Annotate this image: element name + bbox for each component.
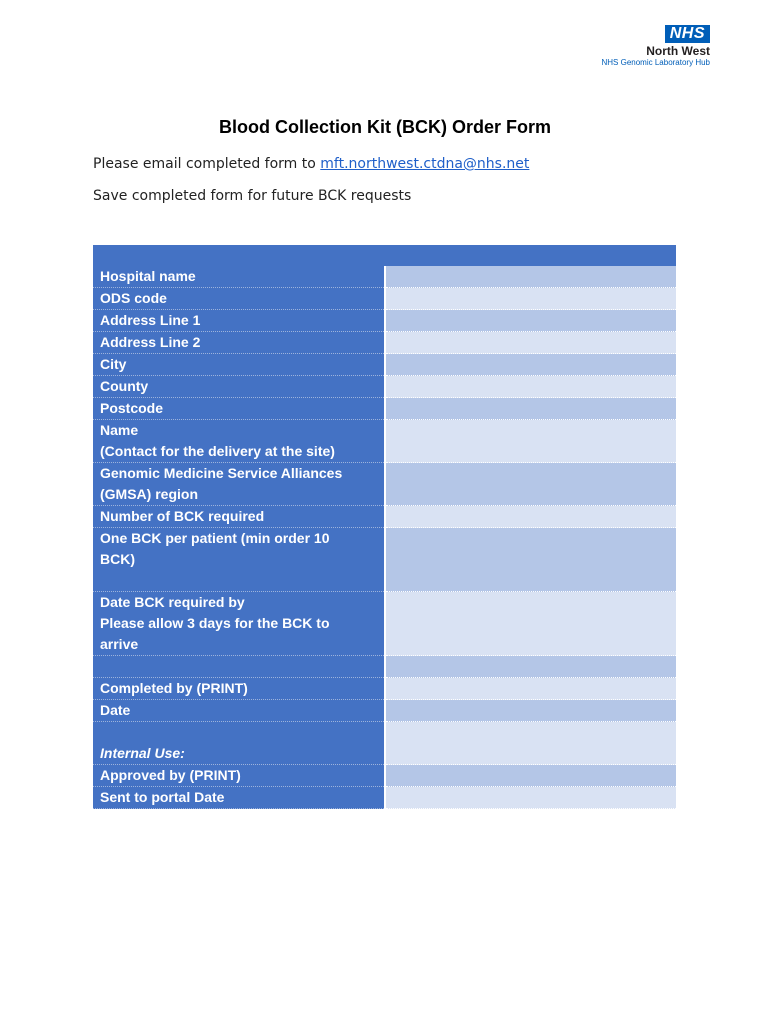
field-input[interactable] <box>385 288 677 310</box>
field-label <box>93 592 385 656</box>
field-label <box>93 506 385 528</box>
form-row <box>93 376 676 398</box>
field-label <box>93 528 385 592</box>
field-label <box>93 376 385 398</box>
field-label-line: Completed by (PRINT) <box>100 680 248 696</box>
form-row <box>93 288 676 310</box>
field-label-line: (GMSA) region <box>100 486 198 502</box>
field-label-line: Date <box>100 702 131 718</box>
field-input[interactable] <box>385 310 677 332</box>
field-label <box>93 722 385 765</box>
field-input[interactable] <box>385 463 677 506</box>
field-input[interactable] <box>385 354 677 376</box>
field-input[interactable] <box>385 266 677 288</box>
form-row <box>93 463 676 506</box>
field-input[interactable] <box>385 398 677 420</box>
field-input[interactable] <box>385 592 677 656</box>
field-input[interactable] <box>385 420 677 463</box>
logo-subtitle: NHS Genomic Laboratory Hub <box>601 58 710 67</box>
form-row <box>93 700 676 722</box>
email-instruction-text: Please email completed form to <box>93 156 321 172</box>
form-row <box>93 354 676 376</box>
field-label-line <box>100 722 377 743</box>
field-label-line: BCK) <box>100 551 135 567</box>
field-label-line: One BCK per patient (min order 10 <box>100 530 330 546</box>
field-label <box>93 266 385 288</box>
form-header-row <box>93 245 676 266</box>
field-label <box>93 765 385 787</box>
email-link[interactable]: mft.northwest.ctdna@nhs.net <box>320 156 530 172</box>
form-row <box>93 332 676 354</box>
form-row <box>93 528 676 592</box>
field-label-line: Date BCK required by <box>100 594 245 610</box>
nhs-logo <box>560 23 710 68</box>
field-label <box>93 354 385 376</box>
field-label-line: Please allow 3 days for the BCK to <box>100 615 330 631</box>
form-row <box>93 765 676 787</box>
form-row <box>93 266 676 288</box>
field-label <box>93 656 385 678</box>
field-label-line: Internal Use: <box>100 745 185 761</box>
field-label-line: (Contact for the delivery at the site) <box>100 443 335 459</box>
form-row <box>93 398 676 420</box>
form-row <box>93 420 676 463</box>
field-label-line: Postcode <box>100 400 164 416</box>
form-row <box>93 506 676 528</box>
field-input[interactable] <box>385 678 677 700</box>
field-input[interactable] <box>385 332 677 354</box>
field-label-line: Address Line 2 <box>100 334 201 350</box>
field-label-line: City <box>100 356 127 372</box>
field-label-line: Address Line 1 <box>100 312 201 328</box>
field-label-line <box>100 656 377 677</box>
email-instruction <box>93 156 529 172</box>
field-label-line: Sent to portal Date <box>100 789 225 805</box>
field-input[interactable] <box>385 656 677 678</box>
field-label <box>93 678 385 700</box>
field-label-line: Number of BCK required <box>100 508 265 524</box>
field-input[interactable] <box>385 528 677 592</box>
field-label <box>93 288 385 310</box>
field-label-line: Approved by (PRINT) <box>100 767 241 783</box>
page-title: Blood Collection Kit (BCK) Order Form <box>219 117 551 137</box>
field-input[interactable] <box>385 722 677 765</box>
field-label <box>93 787 385 809</box>
field-label-line: County <box>100 378 149 394</box>
logo-region: North West <box>646 44 710 58</box>
form-row <box>93 656 676 678</box>
field-input[interactable] <box>385 787 677 809</box>
form-header-cell <box>93 245 676 266</box>
field-label <box>93 420 385 463</box>
form-row <box>93 678 676 700</box>
field-label-line: ODS code <box>100 290 167 306</box>
form-row <box>93 310 676 332</box>
field-label-line <box>100 570 377 591</box>
order-form-table <box>93 245 676 809</box>
field-label-line: arrive <box>100 636 139 652</box>
field-label <box>93 700 385 722</box>
field-input[interactable] <box>385 765 677 787</box>
form-row <box>93 592 676 656</box>
form-row <box>93 787 676 809</box>
field-label-line: Genomic Medicine Service Alliances <box>100 465 343 481</box>
field-label <box>93 398 385 420</box>
nhs-badge: NHS <box>665 25 710 43</box>
save-note: Save completed form for future BCK requests <box>93 188 412 204</box>
form-row <box>93 722 676 765</box>
field-label <box>93 310 385 332</box>
field-label-line: Name <box>100 422 139 438</box>
field-label-line: Hospital name <box>100 268 196 284</box>
field-input[interactable] <box>385 506 677 528</box>
field-label <box>93 463 385 506</box>
field-label <box>93 332 385 354</box>
field-input[interactable] <box>385 700 677 722</box>
field-input[interactable] <box>385 376 677 398</box>
